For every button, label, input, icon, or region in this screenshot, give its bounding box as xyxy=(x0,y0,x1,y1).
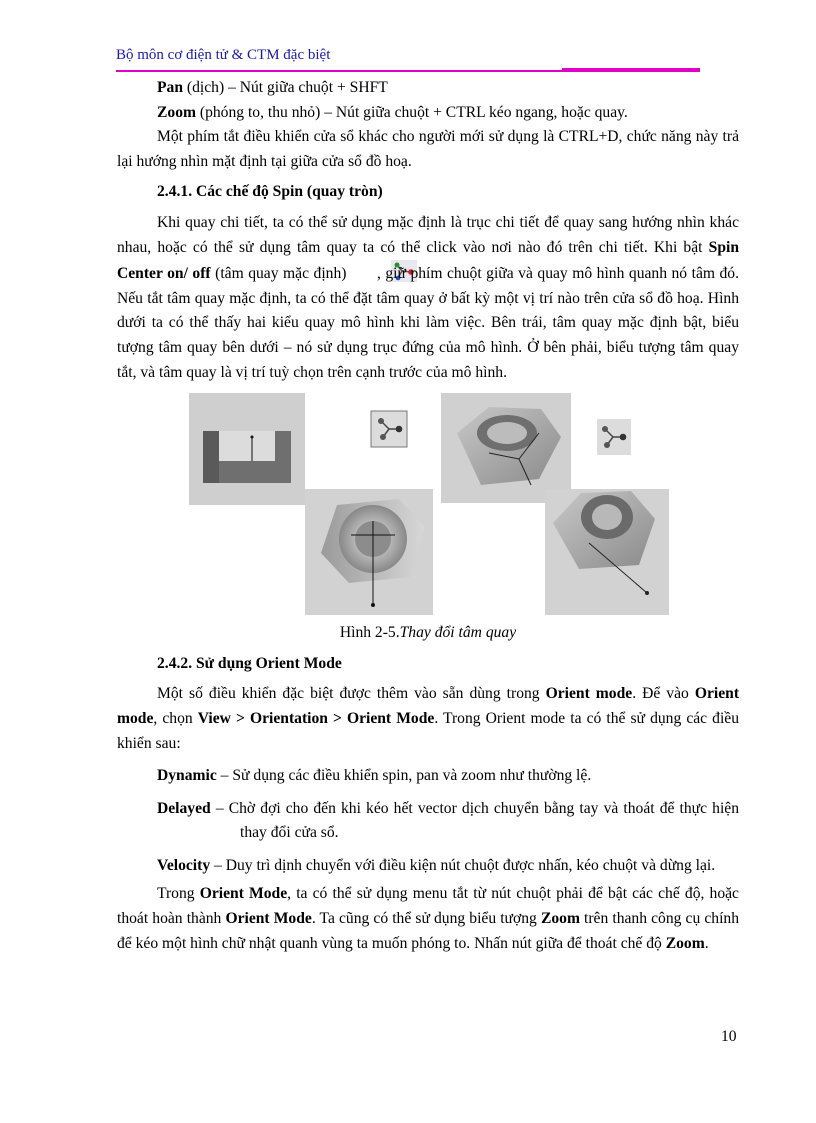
zoom-line xyxy=(117,101,739,126)
orient-text-c: . Để vào xyxy=(632,685,695,703)
pan-line xyxy=(117,76,739,101)
orient-text-a: Một số điều khiển đặc biệt được thêm vào sẵn dùng trong xyxy=(157,685,546,703)
orient-text-e: , chọn xyxy=(153,709,198,727)
spin-text-1: Khi quay chi tiết, ta có thể sử dụng mặc định là trục chi tiết để quay sang hướng nhìn khác nhau, hoặc có thể sử dụng tâm quay ta có thể click vào nơi nào đó trên chi tiết. Khi bật xyxy=(117,213,739,256)
orient-mode-term-2: Orient mode xyxy=(117,685,740,727)
orient2-g: trên thanh công cụ chính để kéo một hình chữ nhật quanh vùng ta muốn phóng to. Nhấn nút giữa để thoát chế độ xyxy=(117,910,739,952)
pan-term: Pan xyxy=(157,79,183,96)
orient-mode-term: Orient mode xyxy=(545,685,633,703)
section-heading-orient: 2.4.2. Sử dụng Orient Mode xyxy=(157,654,342,672)
orient2-f: Zoom xyxy=(540,910,580,928)
delayed-text: – Chờ đợi cho đến khi kéo hết vector dịch chuyển bằng tay và thoát để thực hiện thay đổi cửa sổ. xyxy=(210,799,739,842)
spin-text-3: , giữ phím chuột giữa và quay mô hình quanh nó tâm đó. Nếu tắt tâm quay mặc định, ta có thể đặt tâm quay ở bất kỳ một vị trí nào trên cửa sổ đồ hoạ. Hình dưới ta có thể thấy hai kiểu quay mô hình khi làm việc. Bên trái, tâm quay mặc định bật, biểu tượng tâm quay bên dưới – nó sử dụng trục đứng của mô hình. Ở bên phải, biểu tượng tâm quay tắt, và tâm quay là vị trí tuỳ chọn trên cạnh trước của mô hình. xyxy=(117,265,739,381)
dynamic-text: – Sử dụng các điều khiển spin, pan và zoom như thường lệ. xyxy=(216,767,592,785)
velocity-def xyxy=(117,854,739,879)
orient2-d: Orient Mode xyxy=(225,910,312,928)
orient2-h: Zoom xyxy=(665,934,705,952)
section-heading-spin: 2.4.1. Các chế độ Spin (quay tròn) xyxy=(157,183,383,201)
page-header: Bộ môn cơ điện tử & CTM đặc biệt xyxy=(116,47,331,63)
spin-center-term: Spin Center on/ off xyxy=(117,238,739,283)
orient-menu-path: View > Orientation > Orient Mode xyxy=(197,709,435,727)
velocity-term: Velocity xyxy=(157,856,211,874)
orient-paragraph xyxy=(117,682,739,756)
zoom-term: Zoom xyxy=(157,103,196,121)
spin-paragraph xyxy=(117,211,739,385)
page-content xyxy=(117,76,739,956)
figure-title: Thay đổi tâm quay xyxy=(399,624,517,642)
velocity-text: – Duy trì dịnh chuyển với điều kiện nút chuột được nhấn, kéo chuột và dừng lại. xyxy=(210,856,716,874)
orient-text-g: . Trong Orient mode ta có thể sử dụng các điều khiển sau: xyxy=(117,709,740,752)
orient2-i: . xyxy=(704,934,709,952)
zoom-desc: (phóng to, thu nhỏ) – Nút giữa chuột + CTRL kéo ngang, hoặc quay. xyxy=(195,103,628,121)
page-number: 10 xyxy=(721,1028,737,1045)
orient2-e: . Ta cũng có thể sử dụng biểu tượng xyxy=(311,910,541,928)
header-rule-accent xyxy=(562,68,700,71)
figure-spin-center xyxy=(189,393,669,615)
figure-caption xyxy=(117,621,739,646)
orient2-b: Orient Mode xyxy=(199,885,288,903)
dynamic-def xyxy=(117,764,739,789)
orient-paragraph-2 xyxy=(117,882,739,956)
delayed-term: Delayed xyxy=(157,799,211,817)
dynamic-term: Dynamic xyxy=(157,767,217,785)
ctrl-d-paragraph: Một phím tắt điều khiển cửa sổ khác cho người mới sử dụng là CTRL+D, chức năng này trả lại hướng nhìn mặt định tại giữa cửa sổ đồ hoạ. xyxy=(117,128,739,170)
spin-center-icon xyxy=(351,260,377,282)
figure-image xyxy=(189,393,669,615)
delayed-def xyxy=(117,797,739,846)
orient2-c: , ta có thể sử dụng menu tắt từ nút chuột phải để bật các chế độ, hoặc thoát hoàn thành xyxy=(117,885,739,928)
pan-desc: (dịch) – Nút giữa chuột + SHFT xyxy=(183,79,388,96)
spin-text-2: (tâm quay mặc định) xyxy=(210,265,351,283)
orient2-a: Trong xyxy=(157,885,200,903)
figure-label: Hình 2-5. xyxy=(339,624,400,642)
